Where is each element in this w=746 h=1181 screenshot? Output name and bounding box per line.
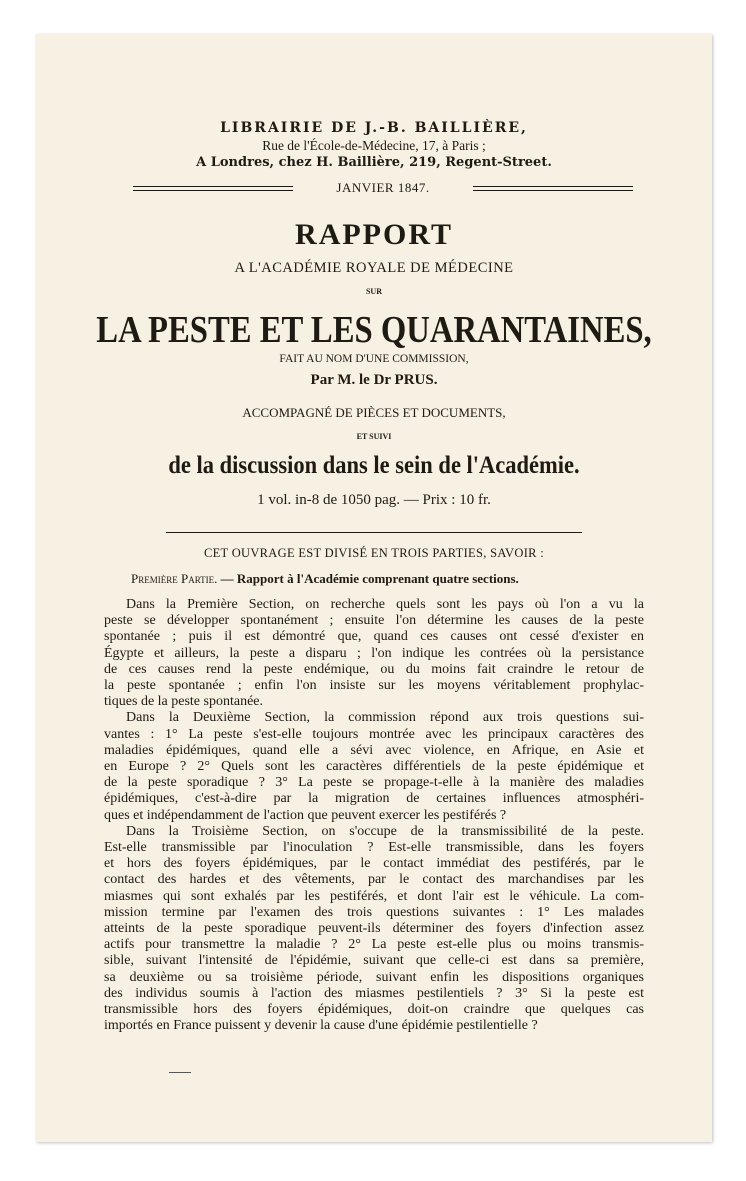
body-line: et hors des foyers épidémiques, par le contact immédiat des pestiférés, par le	[104, 856, 644, 872]
title-sur: SUR	[365, 287, 382, 296]
title-academie: A L'ACADÉMIE ROYALE DE MÉDECINE	[234, 260, 514, 276]
body-line: épidémiques, c'est-à-dire par la migration de certaines influences atmosphéri-	[104, 791, 644, 807]
body-line: spontanée ; puis il est démontré que, quand ces causes ont cessé d'exister en	[104, 629, 644, 645]
body-line: maladies épidémiques, quand elle a sévi avec violence, en Afrique, en Asie et	[104, 742, 644, 758]
contents-heading: CET OUVRAGE EST DIVISÉ EN TROIS PARTIES, SAVOIR :	[203, 546, 545, 560]
publisher-london: A Londres, chez H. Baillière, 219, Regent-Street.	[196, 155, 552, 170]
volume-price: 1 vol. in-8 de 1050 pag. — Prix : 10 fr.	[257, 492, 491, 508]
publisher-name: LIBRAIRIE DE J.-B. BAILLIÈRE,	[220, 120, 528, 136]
body-line: Dans la Troisième Section, on s'occupe de la transmissibilité de la peste.	[126, 823, 644, 839]
title-discussion: de la discussion dans le sein de l'Académie.	[168, 452, 580, 479]
body-line: Dans la Deuxième Section, la commission répond aux trois questions sui-	[126, 710, 644, 726]
divider	[166, 532, 582, 533]
date-row	[133, 180, 633, 196]
title-suivi: ET SUIVI	[356, 432, 392, 441]
body-line: peste se développer spontanément ; ensuite l'on détermine les causes de la peste	[104, 613, 644, 629]
body-line: de la peste sporadique ? 3° La peste se propage-t-elle à la manière des maladies	[104, 775, 644, 791]
title-fait: FAIT AU NOM D'UNE COMMISSION,	[279, 353, 469, 365]
body-line: actifs pour transmettre la maladie ? 2° La peste est-elle plus ou moins transmis-	[104, 937, 644, 953]
title-accompagne: ACCOMPAGNÉ DE PIÈCES ET DOCUMENTS,	[242, 405, 506, 420]
publisher-address: Rue de l'École-de-Médecine, 17, à Paris ;	[262, 138, 486, 153]
double-rule-right	[473, 186, 633, 191]
body-line: atteints de la peste sporadique peuvent-ils déterminer des foyers d'infection assez	[104, 921, 644, 937]
body-line: en Europe ? 2° Quels sont les caractères différentiels de la peste épidémique et	[104, 759, 644, 775]
body-line: des individus soumis à l'action des miasmes pestilentiels ? 3° Si la peste est	[104, 985, 644, 1001]
main-title: LA PESTE ET LES QUARANTAINES,	[96, 309, 652, 351]
part-label: Première Partie.	[131, 571, 218, 586]
body-line: mission termine par l'examen des trois questions suivantes : 1° Les malades	[104, 904, 644, 920]
body-line: de ces causes rend la peste endémique, ou du moins fait craindre le retour de	[104, 661, 644, 677]
title-rapport: RAPPORT	[295, 218, 453, 251]
publication-date: JANVIER 1847.	[336, 180, 430, 195]
body-line: transmissible hors des foyers épidémiques, doit-on craindre que quelques cas	[104, 1002, 644, 1018]
body-line: sible, suivant l'intensité de l'épidémie, suivant que celle-ci est dans sa première,	[104, 953, 644, 969]
body-line: ques et indépendamment de l'action que peuvent exercer les pestiférés ?	[104, 807, 507, 823]
body-text	[104, 597, 644, 1034]
body-line: tiques de la peste spontanée.	[104, 694, 264, 710]
body-line: contact des hardes et des vêtements, par le contact des marchandises par les	[104, 872, 644, 888]
part-heading	[131, 571, 631, 587]
body-line: Dans la Première Section, on recherche quels sont les pays où l'on a vu la	[126, 597, 644, 612]
body-line: sa deuxième ou sa troisième période, suivant enfin les dispositions organiques	[104, 969, 644, 985]
body-line: importés en France puissent y devenir la cause d'une épidémie pestilentielle ?	[104, 1018, 538, 1034]
body-line: miasmes qui sont exhalés par les pestiférés, et dont l'air est le véhicule. La com-	[104, 888, 644, 904]
body-line: vantes : 1° La peste s'est-elle toujours montrée avec les principaux caractères des	[104, 726, 644, 742]
body-line: Est-elle transmissible par l'inoculation ? Est-elle transmissible, dans les foyers	[104, 840, 644, 856]
author: Par M. le Dr PRUS.	[310, 372, 438, 388]
page-mark	[169, 1072, 191, 1073]
double-rule-left	[133, 186, 293, 191]
document-page	[36, 34, 712, 1142]
body-line: Égypte et ailleurs, la peste a disparu ; l'on indique les contrées où la persistance	[104, 645, 644, 661]
body-line: la peste spontanée ; enfin l'on insiste sur les moyens véritablement prophylac-	[104, 678, 644, 694]
part-title: — Rapport à l'Académie comprenant quatre sections.	[220, 571, 519, 586]
